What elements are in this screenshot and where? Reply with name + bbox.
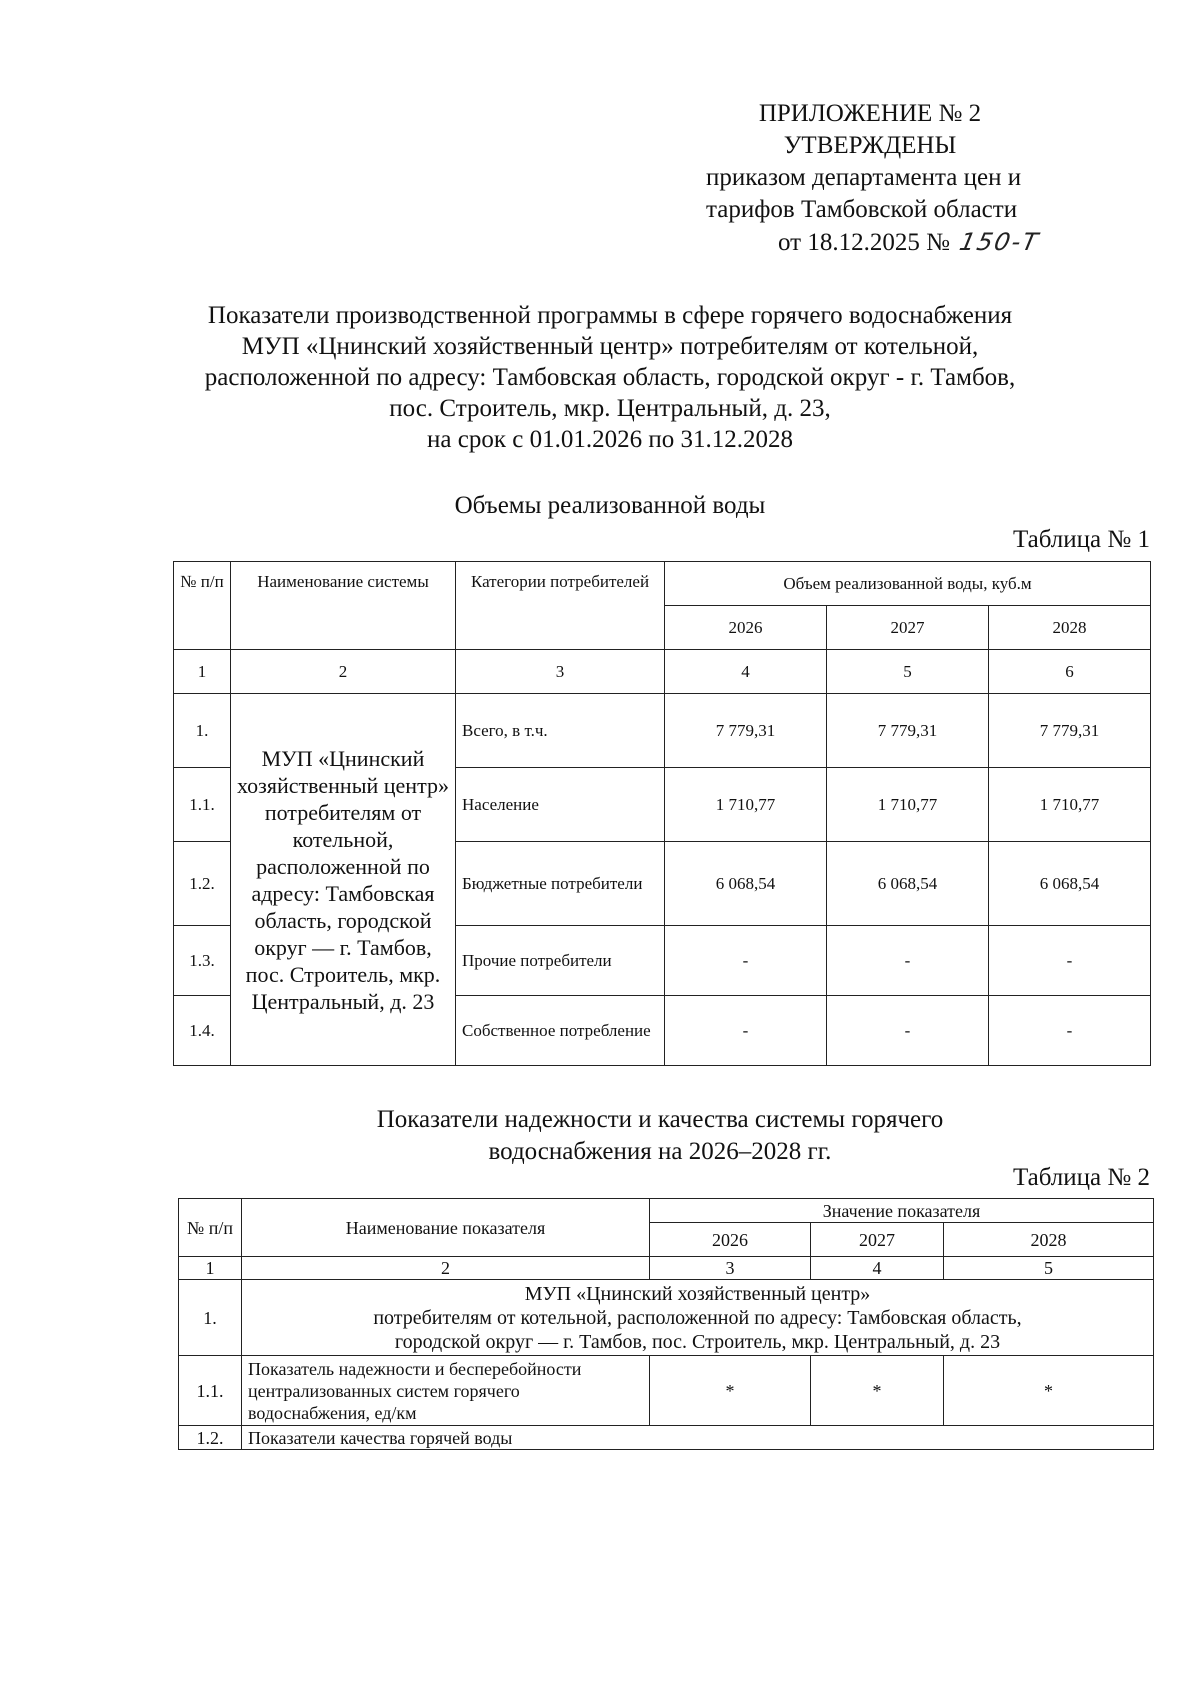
row-name: Показатель надежности и бесперебойности централизованных систем горячего водоснабжения, ед/км <box>242 1356 650 1426</box>
appendix-label: ПРИЛОЖЕНИЕ № 2 <box>758 100 982 127</box>
order-date: от 18.12.2025 № <box>778 229 950 256</box>
approved-label: УТВЕРЖДЕНЫ <box>783 132 957 159</box>
row-num: 1. <box>179 1280 242 1356</box>
row-value: - <box>827 926 989 996</box>
row-name: Показатели качества горячей воды <box>242 1426 1154 1450</box>
header-year: 2028 <box>989 606 1151 650</box>
col-number: 3 <box>456 650 665 694</box>
group-title <box>242 1280 1154 1356</box>
row-num: 1.1. <box>174 768 231 842</box>
header-year: 2028 <box>944 1223 1154 1257</box>
header-year: 2027 <box>811 1223 944 1257</box>
table-row <box>179 1356 1154 1426</box>
row-value: * <box>944 1356 1154 1426</box>
row-num: 1.1. <box>179 1356 242 1426</box>
row-category: Бюджетные потребители <box>456 842 665 926</box>
title-line-5: на срок с 01.01.2026 по 31.12.2028 <box>427 426 793 453</box>
table2-caption-line-1: Показатели надежности и качества системы горячего <box>376 1106 944 1133</box>
row-value: 7 779,31 <box>665 694 827 768</box>
row-num: 1. <box>174 694 231 768</box>
row-category: Прочие потребители <box>456 926 665 996</box>
row-value: - <box>989 926 1151 996</box>
row-num: 1.2. <box>174 842 231 926</box>
order-line-1: приказом департамента цен и <box>706 164 1022 191</box>
row-value: 7 779,31 <box>989 694 1151 768</box>
row-value: 1 710,77 <box>989 768 1151 842</box>
header-year: 2027 <box>827 606 989 650</box>
col-number: 4 <box>811 1257 944 1280</box>
title-line-3: расположенной по адресу: Тамбовская область, городской округ - г. Тамбов, <box>204 364 1016 391</box>
row-category: Население <box>456 768 665 842</box>
row-value: 6 068,54 <box>827 842 989 926</box>
row-category: Собственное потребление <box>456 996 665 1066</box>
row-value: 1 710,77 <box>827 768 989 842</box>
table-row <box>179 1426 1154 1450</box>
sold-water-table <box>173 561 1151 1066</box>
handwritten-order-number: 150-Т <box>956 228 1043 256</box>
reliability-table <box>178 1198 1154 1450</box>
row-value: 7 779,31 <box>827 694 989 768</box>
title-line-2: МУП «Цнинский хозяйственный центр» потребителям от котельной, <box>241 333 979 360</box>
row-category: Всего, в т.ч. <box>456 694 665 768</box>
document-title <box>150 300 1070 455</box>
order-date-line <box>700 226 1130 259</box>
table-row <box>174 694 1151 768</box>
col-number: 1 <box>174 650 231 694</box>
title-line-4: пос. Строитель, мкр. Центральный, д. 23, <box>389 395 831 422</box>
table2-label: Таблица № 2 <box>1012 1164 1150 1191</box>
approval-stamp <box>700 98 1130 259</box>
row-value: 1 710,77 <box>665 768 827 842</box>
col-number: 2 <box>231 650 456 694</box>
row-value: * <box>650 1356 811 1426</box>
header-year: 2026 <box>665 606 827 650</box>
table2-caption-line-2: водоснабжения на 2026–2028 гг. <box>488 1138 832 1165</box>
table1-caption: Объемы реализованной воды <box>454 492 766 519</box>
col-number: 1 <box>179 1257 242 1280</box>
system-name: МУП «Цнинский хозяйственный центр» потребителям от котельной, расположенной по адресу: Тамбовская область, городской округ — г. Тамбов, пос. Строитель, мкр. Центральный, д. 23 <box>231 694 456 1066</box>
row-value: - <box>665 926 827 996</box>
header-num: № п/п <box>179 1199 242 1257</box>
header-value: Значение показателя <box>650 1199 1154 1223</box>
header-year: 2026 <box>650 1223 811 1257</box>
group-title-line-1: МУП «Цнинский хозяйственный центр» <box>524 1282 871 1305</box>
col-number: 3 <box>650 1257 811 1280</box>
group-title-line-2: потребителям от котельной, расположенной по адресу: Тамбовская область, <box>373 1306 1022 1329</box>
row-num: 1.3. <box>174 926 231 996</box>
col-number: 4 <box>665 650 827 694</box>
row-value: * <box>811 1356 944 1426</box>
col-number: 5 <box>827 650 989 694</box>
header-system: Наименование системы <box>231 562 456 650</box>
table2-caption <box>150 1104 1170 1168</box>
table-row <box>179 1280 1154 1356</box>
title-line-1: Показатели производственной программы в сфере горячего водоснабжения <box>207 302 1013 329</box>
row-value: - <box>827 996 989 1066</box>
row-num: 1.4. <box>174 996 231 1066</box>
col-number: 2 <box>242 1257 650 1280</box>
order-line-2: тарифов Тамбовской области <box>706 196 1018 223</box>
header-category: Категории потребителей <box>456 562 665 650</box>
row-num: 1.2. <box>179 1426 242 1450</box>
row-value: 6 068,54 <box>665 842 827 926</box>
col-number: 6 <box>989 650 1151 694</box>
row-value: - <box>665 996 827 1066</box>
group-title-line-3: городской округ — г. Тамбов, пос. Строитель, мкр. Центральный, д. 23 <box>394 1330 1001 1353</box>
row-value: 6 068,54 <box>989 842 1151 926</box>
header-volume: Объем реализованной воды, куб.м <box>665 562 1151 606</box>
col-number: 5 <box>944 1257 1154 1280</box>
row-value: - <box>989 996 1151 1066</box>
header-name: Наименование показателя <box>242 1199 650 1257</box>
header-num: № п/п <box>174 562 231 650</box>
table1-label: Таблица № 1 <box>1012 526 1150 553</box>
